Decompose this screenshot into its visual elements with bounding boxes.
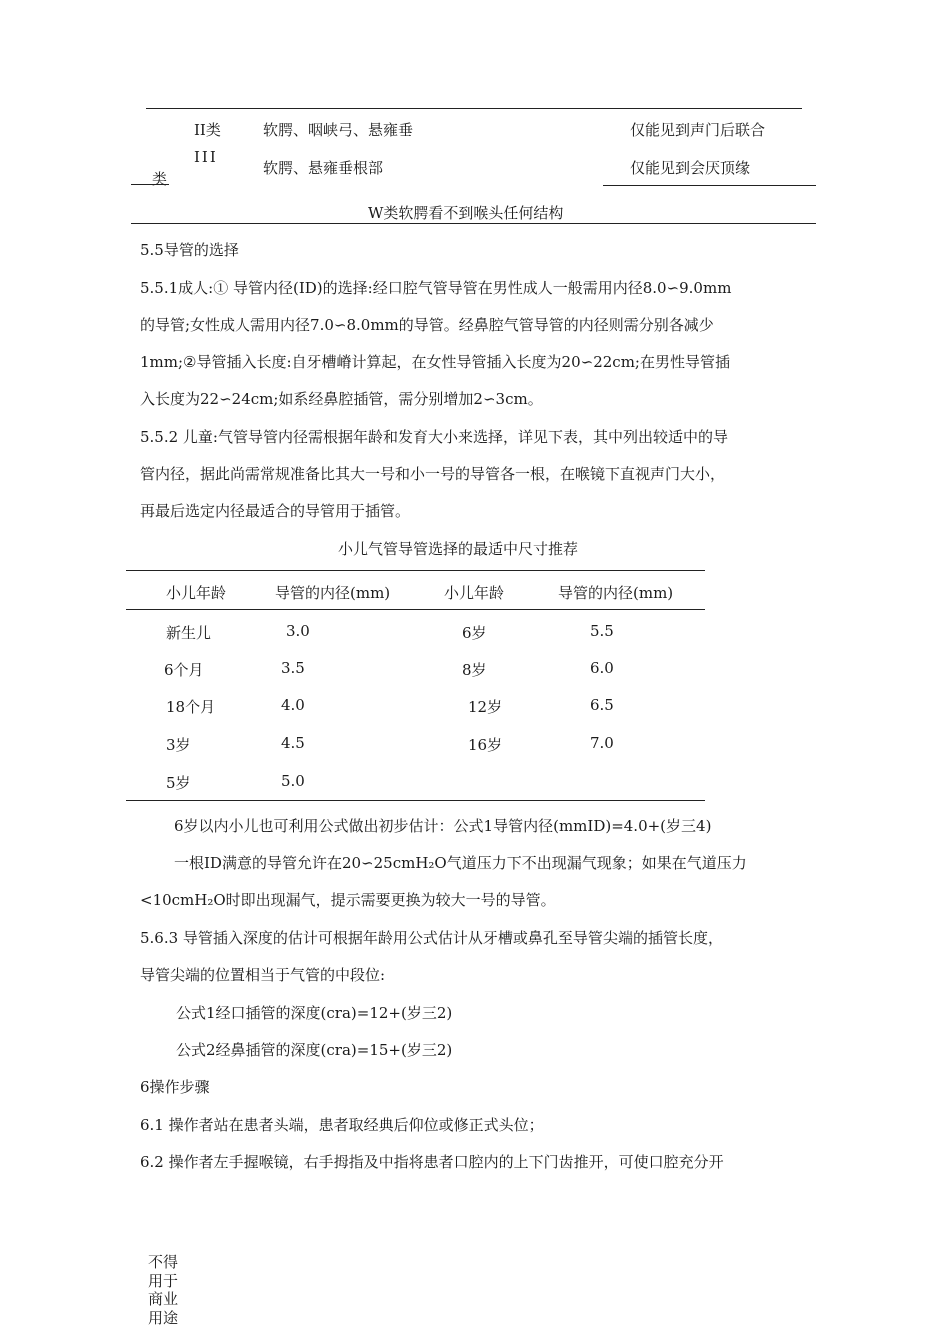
peds-cell-id: 4.5 [281,734,305,752]
peds-header-age-1: 小儿年龄 [166,584,227,602]
section-5-5-1-line: 入长度为22∽24cm;如系经鼻腔插管，需分别增加2∽3cm。 [140,390,543,408]
peds-header-age-2: 小儿年龄 [444,584,505,602]
peds-table-top-rule [126,570,705,571]
class-iii-structures: 软腭、悬雍垂根部 [263,159,384,177]
step-6-2: 6.2 操作者左手握喉镜，右手拇指及中指将患者口腔内的上下门齿推开，可使口腔充分开 [140,1153,724,1171]
peds-cell-id: 5.5 [590,622,614,640]
oral-depth-formula: 公式1经口插管的深度(cra)=12+(岁三2) [176,1004,453,1022]
peds-cell-id: 3.0 [286,622,310,640]
peds-cell-id: 5.0 [281,772,305,790]
peds-cell-id: 3.5 [281,659,305,677]
section-5-5-title: 5.5导管的选择 [140,241,239,259]
peds-cell-age: 8岁 [462,661,487,679]
peds-cell-age: 18个月 [166,698,216,716]
table-top-rule [146,108,802,109]
section-5-5-1-line: 的导管;女性成人需用内径7.0∽8.0mm的导管。经鼻腔气管导管的内径则需分别各减少 [140,316,714,334]
table-mid-rule-right [603,185,816,186]
section-5-6-3-line: 5.6.3 导管插入深度的估计可根据年龄用公式估计从牙槽或鼻孔至导管尖端的插管长度， [140,929,723,947]
table-bottom-rule [131,223,816,224]
leak-test-line: <10cmH₂O时即出现漏气，提示需要更换为较大一号的导管。 [140,891,556,909]
class-iii-label: III [194,148,218,166]
section-5-5-1-line: 5.5.1成人:① 导管内径(ID)的选择:经口腔气管导管在男性成人一般需用内径8.0∽9.0mm [140,279,732,297]
section-5-5-1-line: 1mm;②导管插入长度:自牙槽嵴计算起，在女性导管插入长度为20∽22cm;在男性导管插 [140,353,730,371]
class-iii-suffix: 类 [152,170,168,188]
peds-cell-id: 7.0 [590,734,614,752]
peds-cell-age: 6个月 [164,661,204,679]
watermark-text: 不得用于商业用途 [148,1253,179,1327]
peds-cell-age: 6岁 [462,624,487,642]
step-6-1: 6.1 操作者站在患者头端，患者取经典后仰位或修正式头位； [140,1116,544,1134]
section-5-5-2-line: 再最后选定内径最适合的导管用于插管。 [140,502,411,520]
class-ii-label: II类 [194,121,221,139]
peds-header-id-2: 导管的内径(mm) [558,584,674,602]
section-5-6-3-line: 导管尖端的位置相当于气管的中段位: [140,966,386,984]
table-mid-rule-left [131,184,169,185]
class-iv-row: W类软腭看不到喉头任何结构 [368,204,564,222]
peds-cell-age: 5岁 [166,774,191,792]
peds-cell-id: 4.0 [281,696,305,714]
peds-cell-age: 12岁 [468,698,503,716]
pediatric-formula-line: 6岁以内小儿也可利用公式做出初步估计：公式1导管内径(mmID)=4.0+(岁三4) [174,817,712,835]
peds-cell-age: 16岁 [468,736,503,754]
section-6-title: 6操作步骤 [140,1078,210,1096]
peds-table-caption: 小儿气管导管选择的最适中尺寸推荐 [338,540,579,558]
peds-header-id-1: 导管的内径(mm) [275,584,391,602]
class-ii-larynx: 仅能见到声门后联合 [630,121,766,139]
peds-table-bottom-rule [126,800,705,801]
class-iii-larynx: 仅能见到会厌顶缘 [630,159,751,177]
nasal-depth-formula: 公式2经鼻插管的深度(cra)=15+(岁三2) [176,1041,453,1059]
peds-cell-id: 6.0 [590,659,614,677]
leak-test-line: 一根ID满意的导管允许在20∽25cmH₂O气道压力下不出现漏气现象；如果在气道压力 [174,854,747,872]
peds-table-header-rule [126,609,705,610]
peds-cell-id: 6.5 [590,696,614,714]
section-5-5-2-line: 管内径，据此尚需常规准备比其大一号和小一号的导管各一根，在喉镜下直视声门大小， [140,465,726,483]
section-5-5-2-line: 5.5.2 儿童:气管导管内径需根据年龄和发育大小来选择，详见下表，其中列出较适中的导 [140,428,728,446]
peds-cell-age: 3岁 [166,736,191,754]
peds-cell-age: 新生儿 [166,624,212,642]
class-ii-structures: 软腭、咽峡弓、悬雍垂 [263,121,414,139]
